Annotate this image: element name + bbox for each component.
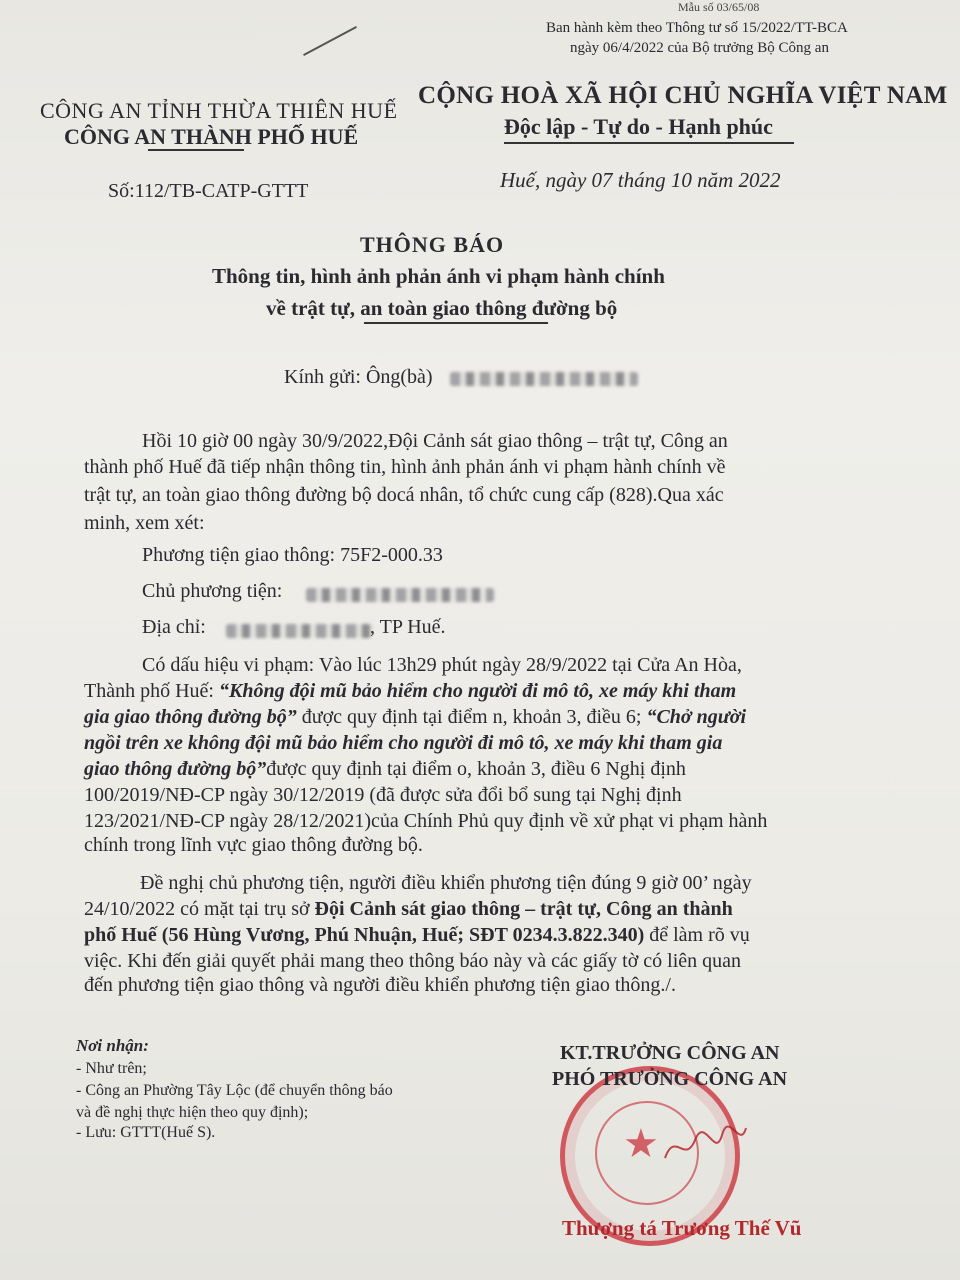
paper-fold-mark (303, 26, 357, 56)
signature-title-line1: KT.TRƯỞNG CÔNG AN (560, 1042, 780, 1064)
signature-title-line2: PHÓ TRƯỞNG CÔNG AN (552, 1068, 788, 1090)
issued-circular-line: Ban hành kèm theo Thông tư số 15/2022/TT-BCA (546, 20, 848, 36)
paragraph-intro-line2: thành phố Huế đã tiếp nhận thông tin, hình ảnh phản ánh vi phạm hành chính về (84, 456, 726, 478)
violation-line4: ngồi trên xe không đội mũ bảo hiểm cho người đi mô tô, xe máy khi tham gia (84, 732, 723, 754)
seal-star-icon: ★ (623, 1121, 659, 1167)
agency-underline (148, 149, 244, 151)
form-number: Mẫu số 03/65/08 (678, 0, 760, 14)
owner-label: Chủ phương tiện: (142, 580, 283, 602)
violation-line2: Thành phố Huế: “Không đội mũ bảo hiểm cho người đi mô tô, xe máy khi tham (84, 680, 737, 702)
request-line2: 24/10/2022 có mặt tại trụ sở Đội Cảnh sát giao thông – trật tự, Công an thành (84, 898, 733, 920)
request-line1: Đề nghị chủ phương tiện, người điều khiển phương tiện đúng 9 giờ 00’ ngày (140, 872, 752, 894)
recipients-title: Nơi nhận: (76, 1036, 149, 1055)
motto-underline (504, 142, 794, 144)
request-line3: phố Huế (56 Hùng Vương, Phú Nhuận, Huế; SĐT 0234.3.822.340) để làm rõ vụ (84, 924, 750, 946)
violation-line6: 100/2019/NĐ-CP ngày 30/12/2019 (đã được sửa đổi bổ sung tại Nghị định (84, 784, 682, 806)
paragraph-intro-line1: Hồi 10 giờ 00 ngày 30/9/2022,Đội Cảnh sát giao thông – trật tự, Công an (142, 430, 728, 452)
salutation: Kính gửi: Ông(bà) (284, 366, 433, 388)
handwritten-signature (660, 1120, 750, 1170)
document-number: Số:112/TB-CATP-GTTT (108, 180, 309, 202)
agency-parent: CÔNG AN TỈNH THỪA THIÊN HUẾ (40, 98, 398, 123)
redacted-owner-name (306, 588, 494, 602)
address-city: , TP Huế. (370, 616, 446, 638)
violation-line7: 123/2021/NĐ-CP ngày 28/12/2021)của Chính Phủ quy định về xử phạt vi phạm hành (84, 810, 768, 832)
address-label: Địa chỉ: (142, 616, 206, 638)
vehicle-plate: Phương tiện giao thông: 75F2-000.33 (142, 544, 443, 566)
recipient-item: - Công an Phường Tây Lộc (để chuyển thông báo (76, 1082, 393, 1099)
recipient-item: - Lưu: GTTT(Huế S). (76, 1124, 216, 1141)
recipient-item-continued: và đề nghị thực hiện theo quy định); (76, 1104, 309, 1121)
request-line4: việc. Khi đến giải quyết phải mang theo thông báo này và các giấy tờ có liên quan (84, 950, 742, 972)
place-and-date: Huế, ngày 07 tháng 10 năm 2022 (500, 168, 781, 192)
subtitle-underline (364, 322, 548, 324)
national-motto: Độc lập - Tự do - Hạnh phúc (504, 114, 773, 139)
violation-line1: Có dấu hiệu vi phạm: Vào lúc 13h29 phút ngày 28/9/2022 tại Cửa An Hòa, (142, 654, 742, 676)
agency-name: CÔNG AN THÀNH PHỐ HUẾ (64, 124, 359, 149)
paragraph-intro-line3: trật tự, an toàn giao thông đường bộ docá nhân, tổ chức cung cấp (828).Qua xác (84, 484, 724, 506)
document-subtitle-line2: về trật tự, an toàn giao thông đường bộ (266, 296, 618, 320)
national-title: CỘNG HOÀ XÃ HỘI CHỦ NGHĨA VIỆT NAM (418, 82, 948, 109)
violation-line5: giao thông đường bộ”được quy định tại điểm o, khoản 3, điều 6 Nghị định (84, 758, 686, 780)
redacted-recipient-name (450, 372, 638, 386)
document-title: THÔNG BÁO (360, 232, 505, 257)
redacted-address (226, 624, 374, 638)
signer-name: Thượng tá Trương Thế Vũ (562, 1216, 802, 1240)
document-subtitle-line1: Thông tin, hình ảnh phản ánh vi phạm hành chính (212, 264, 665, 288)
violation-line8: chính trong lĩnh vực giao thông đường bộ. (84, 834, 423, 856)
paragraph-intro-line4: minh, xem xét: (84, 512, 205, 534)
recipient-item: - Như trên; (76, 1060, 147, 1077)
issued-date-line: ngày 06/4/2022 của Bộ trưởng Bộ Công an (570, 40, 829, 56)
request-line5: đến phương tiện giao thông và người điều khiển phương tiện giao thông./. (84, 974, 676, 996)
violation-line3: gia giao thông đường bộ” được quy định tại điểm n, khoản 3, điều 6; “Chở người (84, 706, 747, 728)
